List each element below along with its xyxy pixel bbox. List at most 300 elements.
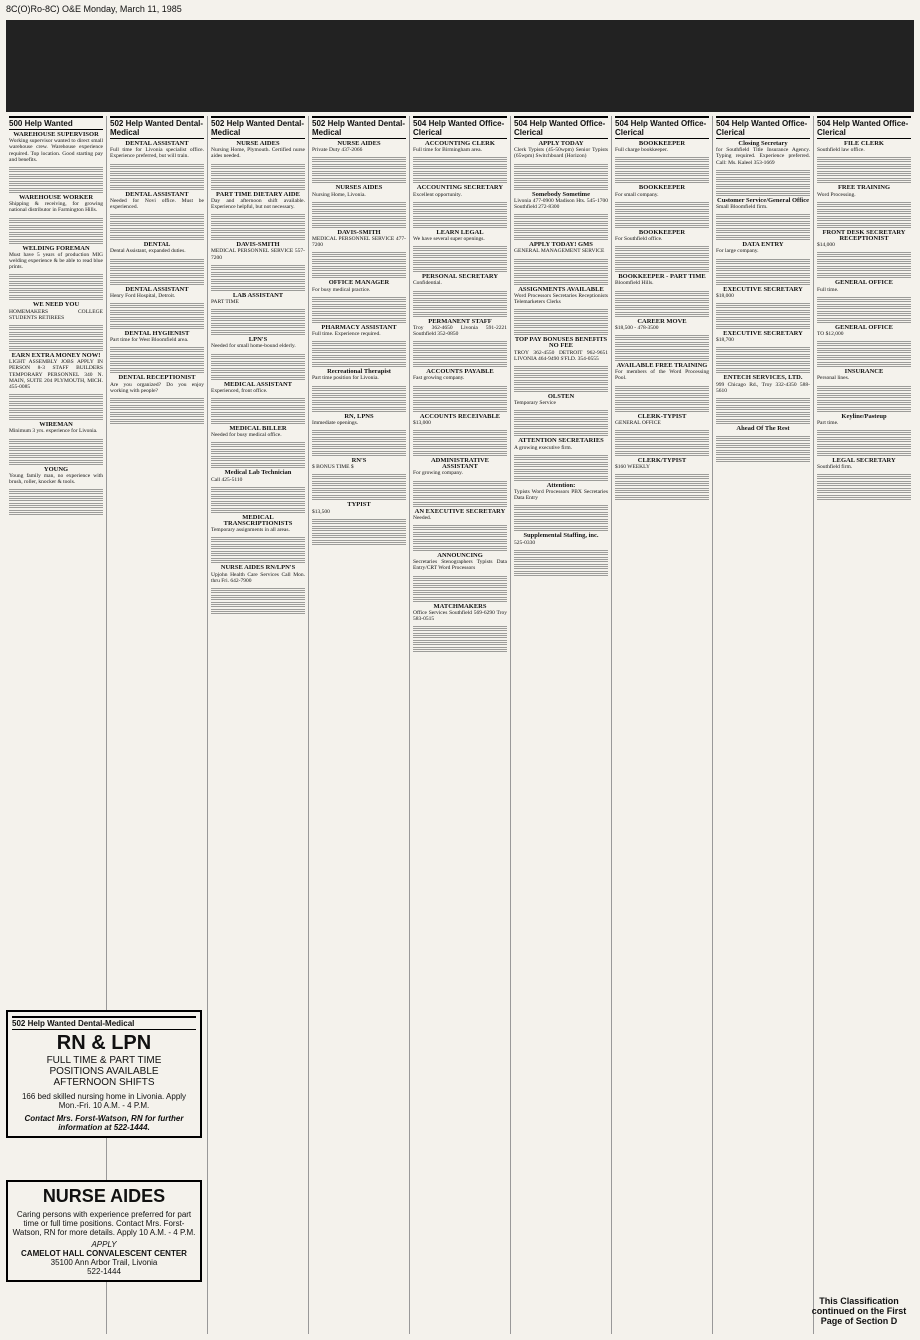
ad-body-lines [413, 260, 507, 266]
ad-title: DENTAL HYGIENIST [124, 330, 190, 338]
ad-body-lines [312, 540, 406, 546]
ad-body-lines [615, 223, 709, 229]
ad-body-lines [312, 495, 406, 501]
ad-body-lines [312, 273, 406, 279]
classified-ad [312, 414, 406, 426]
ad-title: Attention: [546, 481, 576, 489]
ad-body-lines [312, 533, 406, 539]
ad-title: Supplemental Staffing, inc. [523, 532, 599, 540]
ad-body-lines [514, 550, 608, 556]
nurse-ad-address: 35100 Ann Arbor Trail, Livonia [50, 1258, 158, 1267]
ad-title: WAREHOUSE WORKER [18, 194, 94, 202]
ad-body-lines [817, 259, 911, 265]
ad-text: For large company. [716, 248, 759, 255]
ad-body-lines [514, 469, 608, 475]
ad-text: for Southfield Title Insurance Agency. Typing required. Experience preferred. Call: Ms. Kaleel 353-1669 [716, 147, 810, 166]
ad-body-lines [211, 487, 305, 493]
classified-ad [9, 422, 103, 434]
classified-ad [9, 132, 103, 163]
ad-body-lines [615, 291, 709, 297]
ad-title: ANNOUNCING [437, 552, 483, 560]
ad-body-lines [514, 557, 608, 563]
column-header: 504 Help Wanted Office-Clerical [817, 116, 911, 139]
ad-body-lines [817, 304, 911, 310]
ad-text: MEDICAL PERSONNEL SERVICE 557-7200 [211, 248, 305, 261]
ad-body-lines [110, 324, 204, 330]
ad-body-lines [211, 544, 305, 550]
ad-body-lines [615, 393, 709, 399]
ad-text: Small Bloomfield firm. [716, 204, 768, 211]
ad-title: DENTAL [143, 241, 171, 249]
ad-body-lines [615, 335, 709, 341]
ad-text: Minimum 3 yrs. experience for Livonia. [9, 428, 98, 435]
ad-body-lines [413, 647, 507, 653]
ad-text: Fast growing company. [413, 375, 465, 382]
ad-body-lines [110, 354, 204, 360]
ad-body-lines [110, 221, 204, 227]
ad-body-lines [413, 267, 507, 273]
classified-ad [817, 414, 911, 426]
ad-body-lines [413, 253, 507, 259]
ad-body-lines [514, 564, 608, 570]
classified-ad [716, 141, 810, 166]
ad-body-lines [211, 164, 305, 170]
ad-text: $13,500 [312, 508, 330, 515]
ad-body-lines [9, 408, 103, 414]
ad-body-lines [615, 305, 709, 311]
nurse-ad-body: Caring persons with experience preferred for part time or full time positions. Contact Mrs. Forst-Watson, RN for more details. Apply 10 A.M. - 4 P.M. [12, 1210, 196, 1237]
rn-ad-contact: Contact Mrs. Forst-Watson, RN for further information at 522-1444. [24, 1114, 184, 1132]
classified-column [410, 116, 511, 1334]
classified-ad [413, 141, 507, 153]
ad-body-lines [817, 266, 911, 272]
ad-body-lines [615, 349, 709, 355]
ad-text: Secretaries Stenographers Typists Data Entry/CRT Word Processors [413, 559, 507, 572]
classified-ad [817, 369, 911, 381]
ad-body-lines [716, 303, 810, 309]
ad-body-lines [413, 202, 507, 208]
ad-body-lines [413, 164, 507, 170]
classified-ad [312, 458, 406, 470]
ad-body-lines [211, 588, 305, 594]
ad-body-lines [716, 259, 810, 265]
ad-body-lines [413, 590, 507, 596]
ad-body-lines [413, 178, 507, 184]
ad-body-lines [413, 583, 507, 589]
ad-body-lines [817, 223, 911, 229]
ad-body-lines [110, 347, 204, 353]
ad-body-lines [716, 273, 810, 279]
ad-body-lines [413, 437, 507, 443]
ad-body-lines [514, 431, 608, 437]
ad-body-lines [9, 181, 103, 187]
classified-ad [716, 375, 810, 394]
ad-title: WIREMAN [39, 421, 73, 429]
classified-ad [211, 426, 305, 438]
ad-title: DENTAL ASSISTANT [125, 285, 189, 293]
ad-body-lines [9, 339, 103, 345]
ad-body-lines [110, 273, 204, 279]
classified-ad [211, 470, 305, 482]
ad-title: NURSE AIDES [236, 140, 280, 147]
ad-body-lines [514, 424, 608, 430]
ad-body-lines [615, 356, 709, 362]
ad-body-lines [312, 202, 406, 208]
ad-body-lines [413, 626, 507, 632]
ad-title: RN'S [351, 457, 367, 465]
ad-title: Closing Secretary [738, 140, 788, 147]
ad-text: TO $12,000 [817, 331, 844, 338]
classified-column [208, 116, 309, 1334]
ad-body-lines [9, 453, 103, 459]
ad-body-lines [716, 457, 810, 463]
classified-column [107, 116, 208, 1334]
ad-title: LPN'S [248, 336, 268, 344]
ad-text: $18,500 - 478-3500 [615, 324, 659, 331]
ad-text: Typists Word Processors PBX Secretaries Data Entry [514, 489, 608, 502]
ad-body-lines [514, 235, 608, 241]
ad-body-lines [9, 503, 103, 509]
ad-title: PERSONAL SECRETARY [421, 273, 499, 281]
ad-title: BOOKKEEPER [638, 228, 686, 236]
ad-body-lines [615, 298, 709, 304]
page-banner [6, 20, 914, 112]
ad-text: Upjohn Health Care Services Call Mon. thru Fri. 642-7900 [211, 571, 305, 584]
ad-body-lines [514, 526, 608, 532]
classified-ad [312, 325, 406, 337]
ad-body-lines [716, 419, 810, 425]
classified-ad [615, 274, 709, 286]
ad-body-lines [413, 502, 507, 508]
ad-body-lines [817, 474, 911, 480]
ad-body-lines [413, 298, 507, 304]
classified-ad [413, 509, 507, 521]
classified-ad [110, 287, 204, 299]
ad-text: Southfield firm. [817, 464, 853, 471]
ad-text: Full time for Birmingham area. [413, 147, 482, 154]
ad-body-lines [9, 325, 103, 331]
ad-text: $13,000 [413, 419, 431, 426]
ad-body-lines [211, 361, 305, 367]
ad-body-lines [110, 228, 204, 234]
ad-body-lines [817, 341, 911, 347]
ad-body-lines [211, 228, 305, 234]
ad-body-lines [817, 407, 911, 413]
ad-body-lines [312, 437, 406, 443]
ad-body-lines [514, 266, 608, 272]
ad-title: APPLY TODAY! GMS [529, 241, 593, 249]
ad-body-lines [110, 259, 204, 265]
ad-body-lines [312, 266, 406, 272]
ad-text: Shipping & receiving, for growing national distributor in Farmington Hills. [9, 201, 103, 214]
ad-text: Needed for small home-bound elderly. [211, 343, 296, 350]
ad-text: Private Duty 437-2066 [312, 147, 363, 154]
classified-ad [211, 192, 305, 211]
classified-ad [817, 458, 911, 470]
ad-text: Immediate openings. [312, 419, 359, 426]
ad-text: $18,000 [716, 292, 734, 299]
ad-body-lines [615, 178, 709, 184]
ad-title: CAREER MOVE [637, 317, 687, 325]
classified-ad [9, 353, 103, 390]
ad-body-lines [312, 362, 406, 368]
ad-body-lines [817, 362, 911, 368]
ad-body-lines [211, 265, 305, 271]
ad-body-lines [110, 280, 204, 286]
ad-body-lines [413, 355, 507, 361]
ad-body-lines [312, 348, 406, 354]
classified-ad [312, 502, 406, 514]
classified-ad [211, 242, 305, 261]
ad-body-lines [312, 386, 406, 392]
ad-title: BOOKKEEPER [638, 184, 686, 192]
ad-body-lines [716, 324, 810, 330]
ad-title: CLERK-TYPIST [637, 412, 687, 420]
ad-title: YOUNG [43, 465, 69, 473]
page-folio: 8C(O)Ro-8C) O&E Monday, March 11, 1985 [6, 4, 182, 14]
ad-title: APPLY TODAY [538, 140, 584, 147]
ad-body-lines [817, 273, 911, 279]
ad-body-lines [413, 393, 507, 399]
ad-body-lines [514, 309, 608, 315]
ad-body-lines [413, 481, 507, 487]
ad-title: DENTAL ASSISTANT [125, 140, 189, 147]
classified-ad [110, 242, 204, 254]
ad-body-lines [514, 505, 608, 511]
ad-body-lines [312, 297, 406, 303]
ad-text: For growing company. [413, 470, 463, 477]
ad-body-lines [312, 474, 406, 480]
classified-ad [9, 246, 103, 271]
ad-body-lines [9, 274, 103, 280]
ad-text: Young family man, no experience with brush, roller, knocker & tools. [9, 472, 103, 486]
ad-body-lines [514, 373, 608, 379]
ad-body-lines [312, 481, 406, 487]
ad-body-lines [110, 317, 204, 323]
ad-body-lines [817, 400, 911, 406]
ad-body-lines [312, 311, 406, 317]
ad-body-lines [312, 444, 406, 450]
ad-title: ADMINISTRATIVE ASSISTANT [430, 457, 490, 471]
ad-body-lines [615, 400, 709, 406]
ad-text: Full charge bookkeeper. [615, 147, 668, 154]
ad-body-lines [211, 316, 305, 322]
ad-body-lines [413, 495, 507, 501]
ad-title: MATCHMAKERS [433, 602, 487, 610]
classified-ad [110, 375, 204, 394]
ad-title: CLERK/TYPIST [637, 457, 687, 465]
classified-ad [514, 337, 608, 362]
ad-body-lines [9, 460, 103, 466]
classified-ad [413, 414, 507, 426]
ad-body-lines [413, 546, 507, 552]
ad-body-lines [110, 303, 204, 309]
ad-text: Working supervisor wanted to direct small warehouse crew. Warehouse experience required. Top location. Good starting pay and benefits. [9, 138, 103, 163]
ad-text: For Southfield office. [615, 236, 663, 243]
ad-body-lines [110, 266, 204, 272]
ad-body-lines [514, 387, 608, 393]
classified-ad [615, 363, 709, 382]
ad-body-lines [211, 178, 305, 184]
ad-text: 999 Chicago Rd., Troy 332-4350 588-5610 [716, 381, 810, 394]
ad-body-lines [514, 330, 608, 336]
classified-column [511, 116, 612, 1334]
ad-body-lines [211, 185, 305, 191]
ad-title: DAVIS-SMITH [337, 228, 381, 236]
nurse-ad-name: CAMELOT HALL CONVALESCENT CENTER [21, 1249, 187, 1258]
classified-ad [716, 287, 810, 299]
classified-ad [514, 438, 608, 450]
ad-body-lines [110, 310, 204, 316]
ad-body-lines [312, 209, 406, 215]
ad-body-lines [716, 191, 810, 197]
ad-text: TROY 362-4550 DETROIT 962-9651 LIVONIA 464-9490 S'FLD. 354-0555 [514, 349, 608, 362]
ad-title: MEDICAL BILLER [229, 425, 287, 433]
ad-body-lines [413, 400, 507, 406]
ad-body-lines [413, 312, 507, 318]
ad-body-lines [514, 280, 608, 286]
ad-text: Temporary assignments in all areas. [211, 527, 290, 534]
ad-title: ACCOUNTS PAYABLE [426, 368, 494, 376]
ad-body-lines [413, 488, 507, 494]
ad-body-lines [312, 400, 406, 406]
ad-body-lines [9, 415, 103, 421]
rn-ad-header: 502 Help Wanted Dental-Medical [12, 1016, 196, 1030]
ad-text: We have several super openings. [413, 236, 485, 243]
classified-ad [413, 458, 507, 477]
classified-column [713, 116, 814, 1334]
ad-body-lines [514, 178, 608, 184]
ad-body-lines [9, 174, 103, 180]
classified-ad [9, 467, 103, 486]
ad-body-lines [716, 347, 810, 353]
ad-body-lines [413, 640, 507, 646]
ad-body-lines [110, 214, 204, 220]
ad-body-lines [110, 178, 204, 184]
ad-text: Needed for Novi office. Must be experienced. [110, 197, 204, 211]
classified-ad [817, 230, 911, 249]
ad-body-lines [716, 368, 810, 374]
ad-body-lines [615, 437, 709, 443]
column-header: 504 Help Wanted Office-Clerical [615, 116, 709, 139]
ad-body-lines [211, 286, 305, 292]
ad-body-lines [413, 171, 507, 177]
ad-body-lines [817, 157, 911, 163]
ad-body-lines [413, 216, 507, 222]
classified-ad [514, 141, 608, 160]
ad-body-lines [716, 235, 810, 241]
ad-body-lines [110, 164, 204, 170]
ad-body-lines [9, 496, 103, 502]
classified-ad [413, 274, 507, 286]
ad-title: PHARMACY ASSISTANT [321, 323, 397, 331]
ad-text: Troy 362-4650 Livonia 591-2221 Southfield 352-0850 [413, 324, 507, 338]
ad-body-lines [514, 214, 608, 220]
ad-body-lines [9, 446, 103, 452]
classified-ad [413, 230, 507, 242]
ad-title: OFFICE MANAGER [328, 279, 390, 287]
ad-body-lines [615, 474, 709, 480]
ad-text: Word Processors Secretaries Receptionists Telemarketers Clerks [514, 292, 608, 306]
ad-body-lines [211, 235, 305, 241]
ad-text: LIGHT ASSEMBLY JOBS APPLY IN PERSON 8-3 STAFF BUILDERS TEMPORARY PERSONNEL 340 N. MAIN, SUITE 204 PLYMOUTH, MICH. 455-0085 [9, 359, 103, 391]
ad-body-lines [211, 595, 305, 601]
classified-column [814, 116, 914, 1334]
ad-body-lines [514, 273, 608, 279]
classified-ad [312, 280, 406, 292]
classified-ad [110, 331, 204, 343]
classified-ad [716, 198, 810, 210]
ad-body-lines [211, 456, 305, 462]
ad-title: AVAILABLE FREE TRAINING [616, 362, 708, 370]
ad-body-lines [615, 488, 709, 494]
ad-body-lines [817, 318, 911, 324]
ad-body-lines [413, 157, 507, 163]
ad-text: $14,000 [817, 242, 835, 249]
ad-body-lines [514, 171, 608, 177]
classified-ad [514, 242, 608, 254]
ad-text: For small company. [615, 191, 659, 198]
ad-body-lines [211, 412, 305, 418]
ad-body-lines [312, 341, 406, 347]
ad-body-lines [110, 235, 204, 241]
ad-body-lines [413, 223, 507, 229]
ad-body-lines [312, 488, 406, 494]
ad-body-lines [312, 178, 406, 184]
ad-body-lines [211, 398, 305, 404]
column-header: 504 Help Wanted Office-Clerical [514, 116, 608, 139]
ad-body-lines [9, 218, 103, 224]
classified-ad [514, 192, 608, 211]
ad-title: NURSES AIDES [335, 184, 383, 192]
ad-body-lines [615, 164, 709, 170]
rn-ad-title: RN & LPN [56, 1032, 152, 1054]
ad-body-lines [514, 410, 608, 416]
column-header: 504 Help Wanted Office-Clerical [716, 116, 810, 139]
ad-title: PART TIME DIETARY AIDE [216, 190, 300, 198]
ad-text: Temporary Service [514, 400, 556, 407]
ad-body-lines [716, 228, 810, 234]
classified-ad [211, 382, 305, 394]
ad-body-lines [514, 221, 608, 227]
ad-body-lines [413, 539, 507, 545]
ad-body-lines [413, 532, 507, 538]
classified-column [6, 116, 107, 1334]
ad-body-lines [514, 417, 608, 423]
ad-title: GENERAL OFFICE [835, 323, 893, 331]
ad-body-lines [615, 481, 709, 487]
ad-body-lines [615, 202, 709, 208]
ad-body-lines [817, 451, 911, 457]
ad-text: Experienced, front office. [211, 387, 268, 394]
classified-ad [817, 325, 911, 337]
ad-body-lines [312, 304, 406, 310]
classified-ad [312, 141, 406, 153]
ad-body-lines [9, 332, 103, 338]
column-header: 502 Help Wanted Dental-Medical [211, 116, 305, 139]
ad-body-lines [615, 444, 709, 450]
ad-text: Part time. [817, 419, 839, 426]
classified-ad [312, 185, 406, 197]
ad-title: DENTAL ASSISTANT [125, 190, 189, 198]
ad-body-lines [716, 317, 810, 323]
ad-text: Henry Ford Hospital, Detroit. [110, 292, 176, 299]
ad-body-lines [9, 225, 103, 231]
ad-body-lines [413, 305, 507, 311]
ad-body-lines [312, 393, 406, 399]
ad-text: Must have 5 years of production MIG welding experience & be able to read blue prints. [9, 251, 103, 271]
classified-ad [615, 458, 709, 470]
